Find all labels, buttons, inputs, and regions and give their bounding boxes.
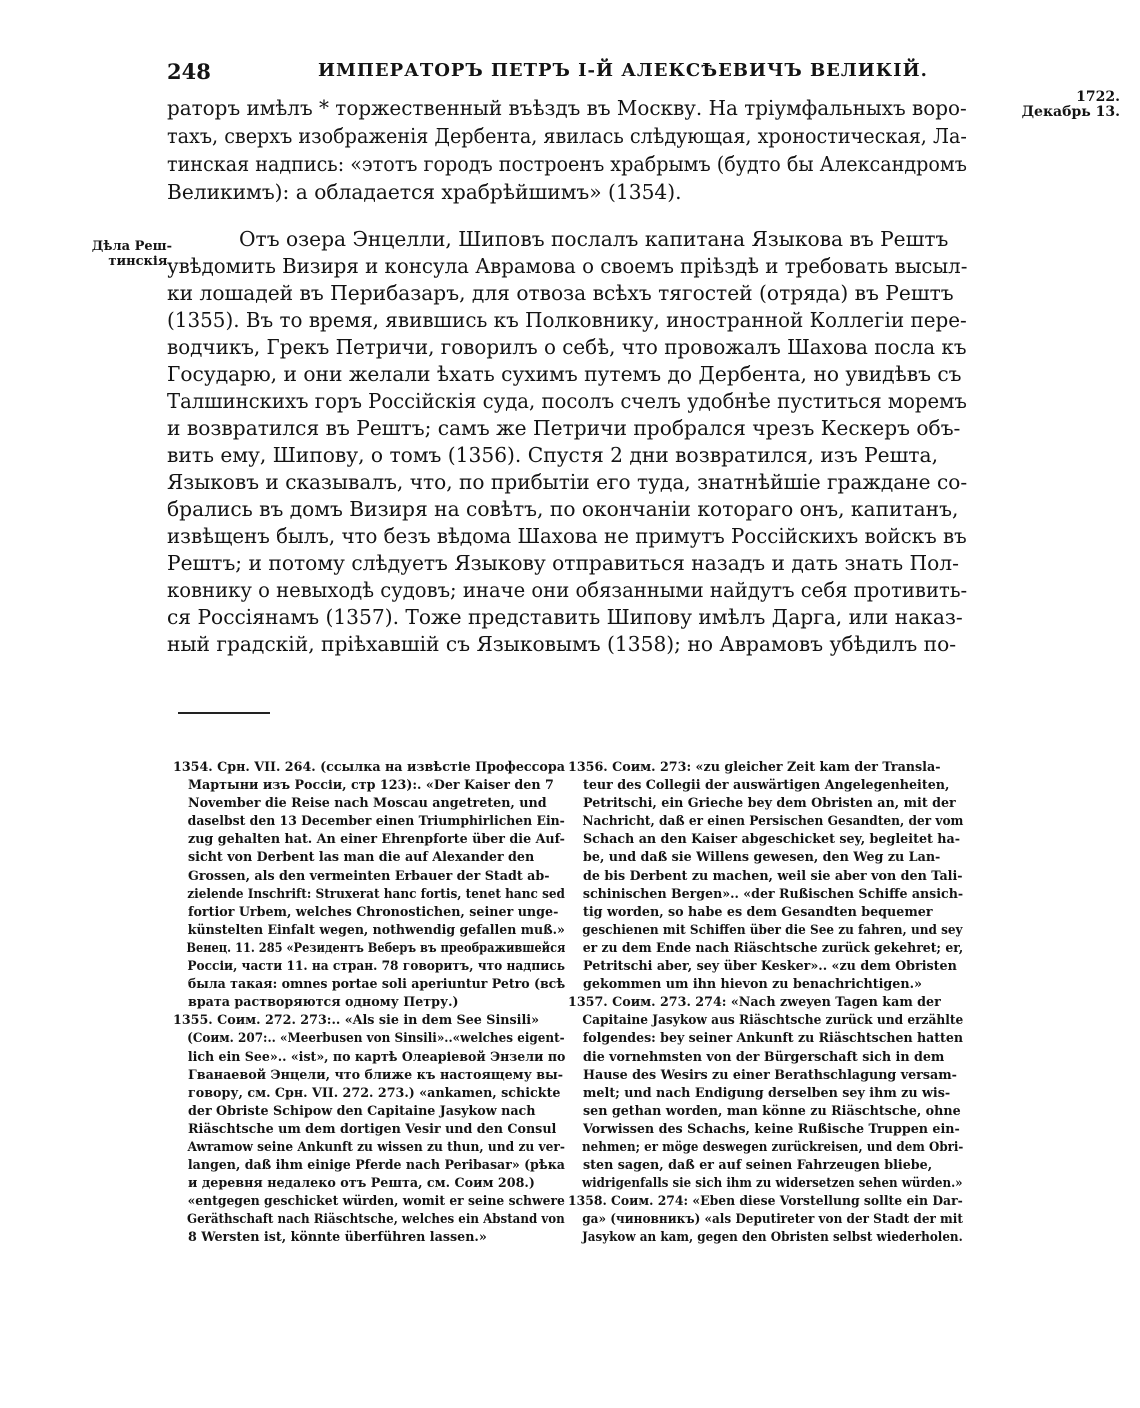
text-line: (1355). Въ то время, явившись къ Полковнику, иностранной Коллегіи пере- [167,308,967,332]
footnote-line: nehmen; er möge deswegen zurückreisen, und dem Obri- [582,1138,964,1154]
text-line: ся Россіянамъ (1357). Тоже представить Шипову имѣлъ Дарга, или наказ- [167,605,963,629]
footnote-line: Hause des Wesirs zu einer Berathschlagung versam- [583,1066,957,1082]
text-line: Отъ озера Энцелли, Шиповъ послалъ капитана Языкова въ Рештъ [239,227,949,251]
footnote-line: tig worden, so habe es dem Gesandten bequemer [583,903,933,919]
body-paragraph-1 [167,94,967,206]
running-title: ИМПЕРАТОРЪ ПЕТРЪ I-Й АЛЕКСѢЕВИЧЪ ВЕЛИКІЙ. [318,60,928,81]
footnote-start-line: 1354. Срн. VII. 264. (ссылка на извѣстіе Профессора [173,759,565,774]
footnote-line: Petritschi, ein Grieche bey dem Obristen an, mit der [583,795,956,811]
text-line: раторъ имѣлъ * торжественный въѣздъ въ Москву. На тріумфальныхъ воро- [167,96,967,120]
footnote-line: er zu dem Ende nach Riäschtsche zurück gekehret; er, [582,939,964,955]
footnote-line: Vorwissen des Schachs, keine Rußische Truppen ein- [583,1120,960,1136]
footnote-line: zielende Inschrift: Struxerat hanc fortis, tenet hanc sed [187,885,566,901]
footnote-line: Capitaine Jasykow aus Riäschtsche zurück und erzählte [582,1012,964,1028]
text-line: Талшинскихъ горъ Россійскія суда, посолъ счелъ удобнѣе пуститься моремъ [167,389,967,413]
text-line: тахъ, сверхъ изображенія Дербента, явилась слѣдующая, хроностическая, Ла- [167,124,967,148]
footnote-line: die vornehmsten von der Bürgerschaft sich in dem [583,1048,945,1064]
footnote-line: sen gethan worden, man könne zu Riäschtsche, ohne [583,1102,961,1118]
footnote-line: Россіи, части 11. на стран. 78 говоритъ, что надпись [187,958,565,974]
footnote-line: widrigenfalls sie sich ihm zu widersetzen sehen würden.» [581,1175,963,1191]
footnote-line: der Obriste Schipow den Capitaine Jasykow nach [188,1102,536,1118]
footnote-line: Petritschi aber, sey über Kesker».. «zu dem Obristen [583,958,957,974]
text-line: водчикъ, Грекъ Петричи, говорилъ о себѣ, что провожалъ Шахова посла къ [167,335,967,359]
footnote-line: Венец. 11. 285 «Резидентъ Веберъ въ преображившейся [186,939,566,955]
footnote-line: ga» (чиновникъ) «als Deputireter von der Stadt der mit [582,1211,963,1227]
footnote-line: be, und daß sie Willens gewesen, den Weg zu Lan- [583,849,941,865]
footnote-start-line: 1358. Соим. 274: «Eben diese Vorstellung sollte ein Dar- [568,1193,963,1209]
footnote-line: daselbst den 13 December einen Triumphirlichen Ein- [187,813,565,829]
footnote-line: künstelten Einfalt wegen, nothwendig gefallen muß.» [187,921,565,937]
footnote-line: Nachricht, daß er einen Persischen Gesandten, der vom [582,813,964,829]
footnote-line: geschienen mit Schiffen über die See zu fahren, und sey [582,921,963,937]
footnote-line: Geräthschaft nach Riäschtsche, welches ein Abstand von [186,1211,565,1227]
page-number: 248 [167,59,211,84]
footnote-line: gekommen um ihn hievon zu benachrichtigen.» [583,976,922,992]
footnotes-left-column [173,758,565,1247]
footnote-separator-rule [178,712,270,714]
footnote-line: Riäschtsche um dem dortigen Vesir und den Consul [188,1120,557,1136]
text-line: увѣдомить Визиря и консула Аврамова о своемъ пріѣздѣ и требовать высыл- [167,254,968,278]
footnote-start-line: 1357. Соим. 273. 274: «Nach zweyen Tagen kam der [568,994,941,1010]
text-line: Рештъ; и потому слѣдуетъ Языкову отправиться назадъ и дать знать Пол- [167,551,959,575]
text-line: Языковъ и сказывалъ, что, по прибытіи его туда, знатнѣйшіе граждане со- [167,470,968,494]
footnote-line: Гванаевой Энцели, что ближе къ настоящему вы- [188,1066,564,1082]
footnote-line: была такая: omnes portae soli aperiuntur Petro (всѣ [187,976,566,992]
footnote-start-line: 1356. Соим. 273: «zu gleicher Zeit kam der Transla- [568,759,941,774]
footnote-line: врата растворяются одному Петру.) [188,994,459,1010]
footnote-line: teur des Collegii der auswärtigen Angelegenheiten, [583,777,950,793]
text-line: и возвратился въ Рештъ; самъ же Петричи пробрался чрезъ Кескеръ объ- [167,416,961,440]
footnote-line: zug gehalten hat. An einer Ehrenpforte über die Auf- [188,831,565,847]
margin-note [62,239,172,269]
footnote-line: Мартыни изъ Россіи, стр 123):. «Der Kaiser den 7 [188,777,554,793]
footnote-line: «entgegen geschicket würden, womit er seine schwere [187,1193,565,1209]
footnote-line: fortior Urbem, welches Chronostichen, seiner unge- [188,903,559,919]
footnotes-right-column [568,758,963,1247]
footnote-line: Awramow seine Ankunft zu wissen zu thun, und zu ver- [187,1138,565,1154]
footnote-line: и деревня недалеко отъ Решта, см. Соим 208.) [188,1175,535,1191]
footnote-line: Jasykow an kam, gegen den Obristen selbst wiederholen. [582,1229,963,1245]
footnote-line: langen, daß ihm einige Pferde nach Peribasar» (рѣка [187,1157,565,1173]
body-paragraph-2 [167,226,967,658]
footnote-line: говору, см. Срн. VII. 272. 273.) «ankamen, schickte [188,1084,561,1100]
text-line: брались въ домъ Визиря на совѣтъ, по окончаніи котораго онъ, капитанъ, [167,497,959,521]
text-line: ковнику о невыходѣ судовъ; иначе они обязанными найдутъ себя противить- [167,578,968,602]
footnote-line: lich ein See».. «ist», по картѣ Олеаріевой Энзели по [187,1048,566,1064]
footnote-line: sten sagen, daß er auf seinen Fahrzeugen bliebe, [583,1157,933,1173]
footnote-line: (Соим. 207:.. «Meerbusen von Sinsili»..«welches eigent- [187,1030,565,1046]
footnote-line: November die Reise nach Moscau angetreten, und [188,795,547,811]
text-line: извѣщенъ былъ, что безъ вѣдома Шахова не примутъ Россійскихъ войскъ въ [167,524,967,548]
text-line: ки лошадей въ Перибазаръ, для отвоза всѣхъ тягостей (отряда) въ Рештъ [167,281,954,305]
margin-date-day: Декабрь 13. [1021,104,1120,120]
text-line: Государю, и они желали ѣхать сухимъ путемъ до Дербента, но увидѣвъ съ [167,362,962,386]
text-line: Великимъ): а обладается храбрѣйшимъ» (1354). [167,180,682,204]
footnote-line: de bis Derbent zu machen, weil sie aber von den Tali- [583,867,963,883]
footnote-line: sicht von Derbent las man die auf Alexander den [188,849,535,865]
footnote-line: folgendes: bey seiner Ankunft zu Riäschtschen hatten [582,1030,963,1046]
footnote-line: Grossen, als den vermeinten Erbauer der Stadt ab- [188,867,550,883]
text-line: ный градскій, пріѣхавшій съ Языковымъ (1358); но Аврамовъ убѣдилъ по- [167,632,957,656]
margin-date [1022,90,1120,120]
footnote-line: schinischen Bergen».. «der Rußischen Schiffe ansich- [582,885,964,901]
text-line: вить ему, Шипову, о томъ (1356). Спустя 2 дни возвратился, изъ Решта, [167,443,938,467]
footnote-line: melt; und nach Endigung derselben sey ihm zu wis- [583,1084,951,1100]
margin-note-line: тинскія. [108,254,172,269]
text-line: тинская надпись: «этотъ городъ построенъ храбрымъ (будто бы Александромъ [167,152,967,176]
footnote-line: 8 Wersten ist, könnte überführen lassen.» [188,1229,487,1245]
footnote-start-line: 1355. Соим. 272. 273:.. «Als sie in dem See Sinsili» [173,1012,540,1028]
margin-note-line: Дѣла Реш- [91,239,172,254]
footnote-line: Schach an den Kaiser abgeschicket sey, begleitet ha- [583,831,960,847]
margin-date-year: 1722. [1076,89,1120,105]
